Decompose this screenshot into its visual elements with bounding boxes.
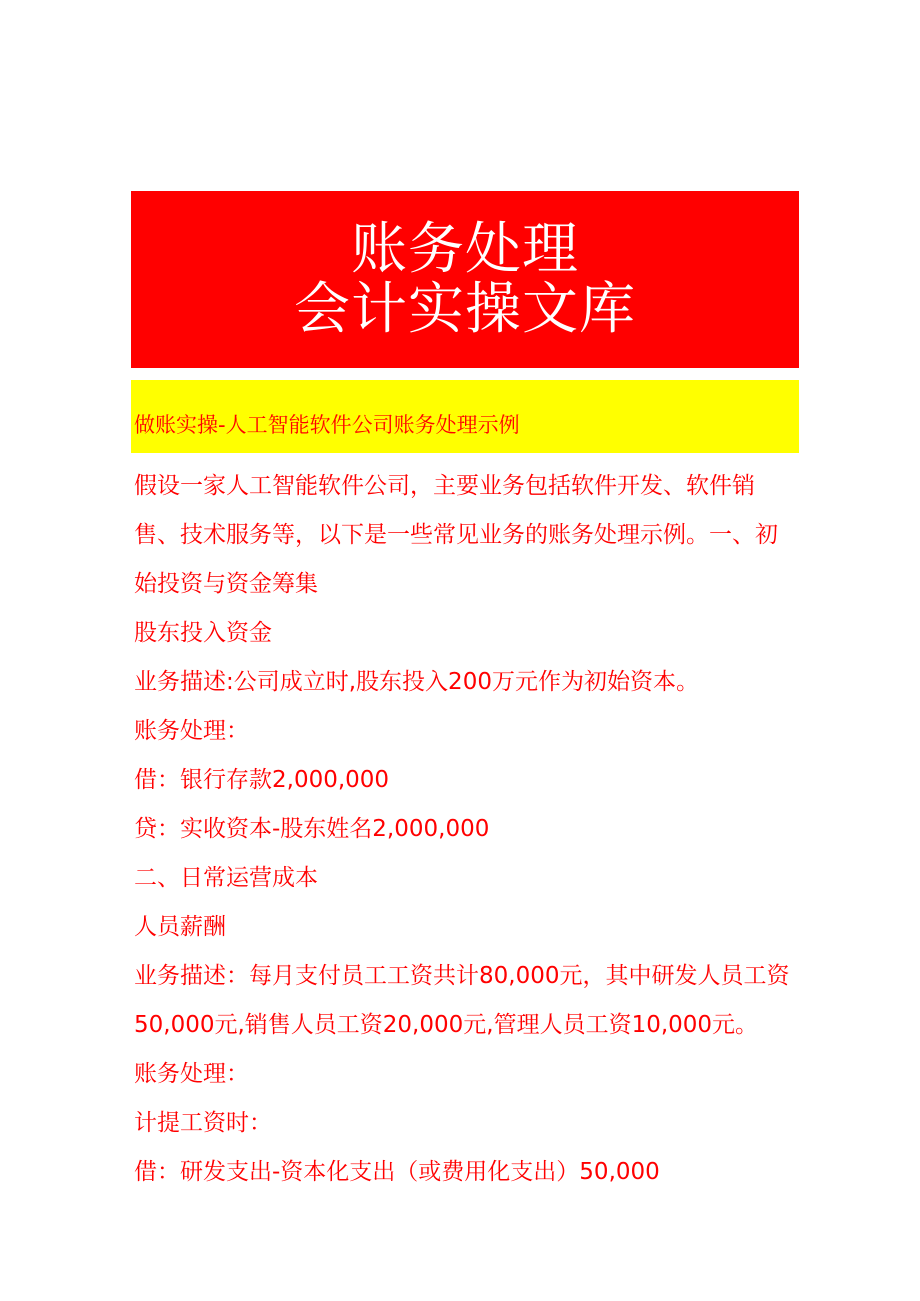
accounting-label: 账务处理：	[134, 718, 249, 744]
paragraph-line: 始投资与资金筹集	[134, 571, 318, 597]
document-subtitle: 做账实操-人工智能软件公司账务处理示例	[134, 412, 520, 437]
subtitle-bar	[131, 380, 799, 453]
accounting-label: 账务处理：	[134, 1061, 249, 1087]
subsection-heading: 人员薪酬	[134, 914, 226, 940]
banner-title-line-1: 账务处理	[351, 216, 579, 282]
body-text	[134, 462, 798, 1197]
banner-title-line-2: 会计实操文库	[294, 276, 636, 342]
debit-entry: 借：银行存款2,000,000	[134, 767, 390, 793]
title-banner	[131, 191, 799, 368]
business-description: 业务描述：每月支付员工工资共计80,000元，其中研发人员工资	[134, 963, 790, 989]
business-description: 50,000元,销售人员工资20,000元,管理人员工资10,000元。	[134, 1012, 759, 1038]
section-heading: 股东投入资金	[134, 620, 272, 646]
paragraph-line: 假设一家人工智能软件公司，主要业务包括软件开发、软件销	[134, 473, 755, 499]
section-heading: 二、日常运营成本	[134, 865, 318, 891]
business-description: 业务描述:公司成立时,股东投入200万元作为初始资本。	[134, 669, 699, 695]
credit-entry: 贷：实收资本-股东姓名2,000,000	[134, 816, 490, 842]
accrual-label: 计提工资时：	[134, 1110, 272, 1136]
debit-entry: 借：研发支出-资本化支出（或费用化支出）50,000	[134, 1159, 660, 1185]
paragraph-line: 售、技术服务等，以下是一些常见业务的账务处理示例。一、初	[134, 522, 778, 548]
